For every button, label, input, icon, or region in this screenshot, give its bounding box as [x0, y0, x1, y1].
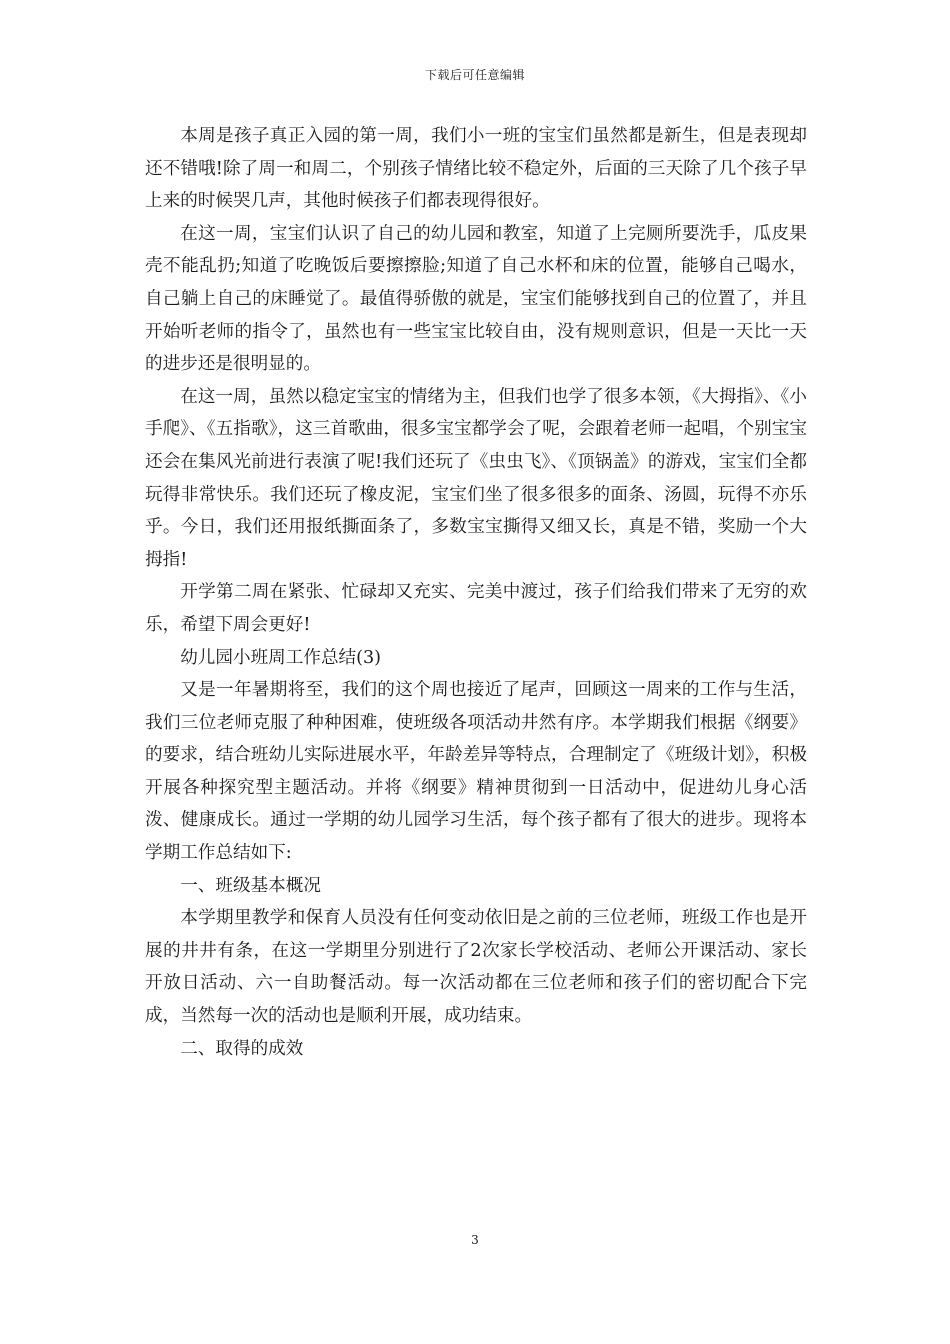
section-heading: 一、班级基本概况 — [180, 875, 321, 896]
paragraph: 开学第二周在紧张、忙碌却又充实、完美中渡过，孩子们给我们带来了无穷的欢乐，希望下周会更好! — [145, 582, 807, 635]
document-body — [145, 120, 807, 1065]
paragraph: 又是一年暑期将至，我们的这个周也接近了尾声，回顾这一周来的工作与生活，我们三位老师克服了种种困难，使班级各项活动井然有序。本学期我们根据《纲要》的要求，结合班幼儿实际进展水平，年龄差异等特点，合理制定了《班级计划》，积极开展各种探究型主题活动。并将《纲要》精神贯彻到一日活动中，促进幼儿身心活泼、健康成长。通过一学期的幼儿园学习生活，每个孩子都有了很大的进步。现将本学期工作总结如下: — [145, 680, 807, 864]
page-header: 下载后可任意编辑 — [424, 68, 525, 82]
paragraph: 本周是孩子真正入园的第一周，我们小一班的宝宝们虽然都是新生，但是表现却还不错哦!除了周一和周二，个别孩子情绪比较不稳定外，后面的三天除了几个孩子早上来的时候哭几声，其他时候孩子们都表现得很好。 — [145, 126, 807, 212]
page-number: 3 — [471, 1233, 479, 1247]
paragraph: 在这一周，虽然以稳定宝宝的情绪为主，但我们也学了很多本领，《大拇指》、《小手爬》、《五指歌》，这三首歌曲，很多宝宝都学会了呢，会跟着老师一起唱，个别宝宝还会在集风光前进行表演了呢!我们还玩了《虫虫飞》、《顶锅盖》的游戏，宝宝们全都玩得非常快乐。我们还玩了橡皮泥，宝宝们坐了很多很多的面条、汤圆，玩得不亦乐乎。今日，我们还用报纸撕面条了，多数宝宝撕得又细又长，真是不错，奖励一个大拇指! — [145, 386, 807, 570]
paragraph: 本学期里教学和保育人员没有任何变动依旧是之前的三位老师，班级工作也是开展的井井有条，在这一学期里分别进行了2次家长学校活动、老师公开课活动、家长开放日活动、六一自助餐活动。每一次活动都在三位老师和孩子们的密切配合下完成，当然每一次的活动也是顺利开展，成功结束。 — [145, 908, 807, 1027]
section-title: 幼儿园小班周工作总结(3) — [180, 647, 382, 668]
section-heading: 二、取得的成效 — [180, 1038, 304, 1059]
paragraph: 在这一周，宝宝们认识了自己的幼儿园和教室，知道了上完厕所要洗手，瓜皮果壳不能乱扔;知道了吃晚饭后要擦擦脸;知道了自己水杯和床的位置，能够自己喝水，自己躺上自己的床睡觉了。最值得骄傲的就是，宝宝们能够找到自己的位置了，并且开始听老师的指令了，虽然也有一些宝宝比较自由，没有规则意识，但是一天比一天的进步还是很明显的。 — [145, 223, 807, 375]
